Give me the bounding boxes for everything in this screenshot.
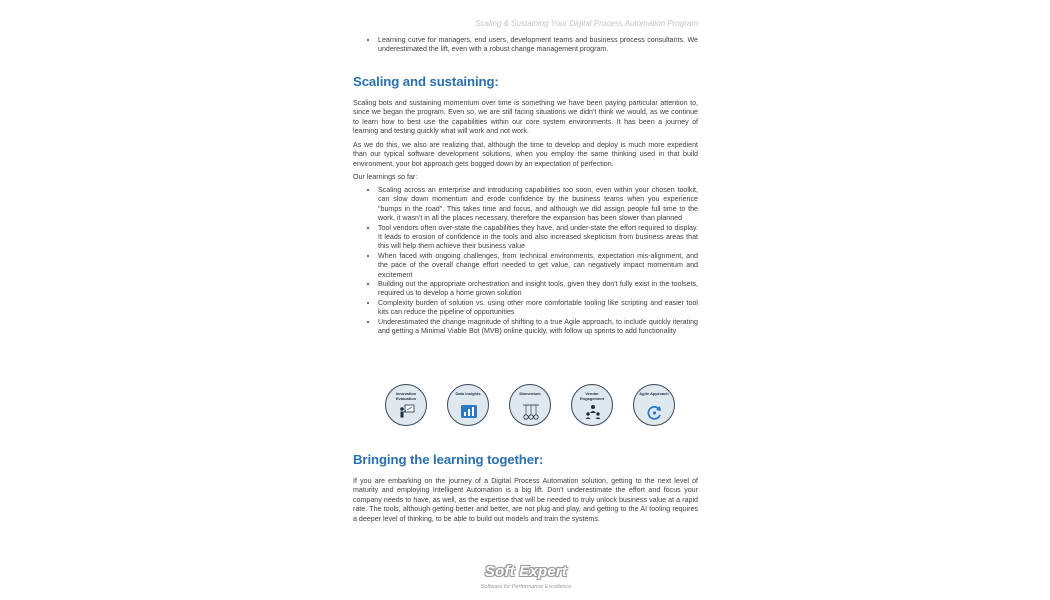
vendor-engagement-badge — [571, 384, 613, 426]
momentum-badge — [509, 384, 551, 426]
list-item: • Scaling across an enterprise and introducing capabilities too soon, even within your chosen toolkit, can slow down momentum and erode confidence by the business teams when you experience "bumps in the road". This takes time and focus, and although we did assign people full time to the work, it wasn't in all the places necessary, therefore the expansion has been slower than planned — [378, 186, 698, 224]
paragraph: As we do this, we also are realizing that, although the time to develop and deploy is much more expedient than our typical software development solutions, when you employ the same thinking used in that build environment, your bot approach gets bogged down by an expectation of perfection. — [353, 141, 698, 168]
document-page — [353, 0, 698, 600]
data-insights-badge — [447, 384, 489, 426]
list-item: • Learning curve for managers, end users, development teams and business process consultants. We underestimated the lift, even with a robust change management program. — [378, 36, 698, 55]
logo-wordmark: Soft Expert — [484, 563, 568, 580]
badge-label: Innovation Evaluation — [395, 391, 417, 401]
innovation-evaluation-badge — [385, 384, 427, 426]
icons-row — [385, 384, 675, 430]
paragraph: Scaling bots and sustaining momentum over time is something we have been paying particular attention to, since we began the program. Even so, we are still facing situations we didn't think we would, as we continue to learn how to best use the capabilities within our core system environments. It has been a journey of learning and testing quickly what will work and not work. — [353, 99, 698, 136]
list-item: • When faced with ongoing challenges, from technical environments, expectation mis-alignment, and the pace of the overall change effort needed to get value, can negatively impact momentum and excitement — [378, 252, 698, 280]
presenter-icon — [397, 403, 417, 423]
list-item: • Underestimated the change magnitude of shifting to a true Agile approach, to include quickly iterating and getting a Minimal Viable Bot (MVB) online quickly, with follow up sprints to add functionality — [378, 318, 698, 337]
section-heading-scaling: Scaling and sustaining: — [353, 74, 499, 89]
cycle-icon — [645, 403, 665, 423]
chart-icon — [459, 403, 479, 423]
people-icon — [583, 403, 603, 423]
learnings-list — [353, 186, 698, 337]
logo-tagline: Software for Performance Excellence — [480, 584, 572, 590]
newtons-cradle-icon — [521, 403, 541, 423]
intro-bullet-list — [353, 36, 698, 55]
learnings-intro: Our learnings so far: — [353, 173, 418, 181]
badge-label: Agile Approach — [639, 391, 669, 396]
agile-approach-badge — [633, 384, 675, 426]
badge-label: Vendor Engagement — [579, 391, 604, 401]
badge-label: Momentum — [519, 391, 541, 396]
paragraph: If you are embarking on the journey of a Digital Process Automation solution, getting to the next level of maturity and employing Intelligent Automation is a big lift. Don't underestimate the effort and focus your company needs to have, as well, as the expertise that will be needed to truly unlock business value at a rapid rate. The tools, although getting better and better, are not plug and play, and getting to the AI tooling requires a deeper level of thinking, to be able to build out models and train the systems. — [353, 477, 698, 523]
list-item: • Tool vendors often over-state the capabilities they have, and under-state the effort required to display. It leads to erosion of confidence in the tools and also increased skepticism from business areas that this will help them achieve their business value — [378, 224, 698, 252]
running-header: Scaling & Sustaining Your Digital Process Automation Program — [475, 19, 698, 28]
list-item: • Complexity burden of solution vs. using other more comfortable tooling like scripting and easier tool kits can reduce the pipeline of opportunities — [378, 299, 698, 318]
list-item: • Building out the appropriate orchestration and insight tools, given they don't fully exist in the toolsets, required us to develop a home grown solution — [378, 280, 698, 299]
section-heading-bringing-together: Bringing the learning together: — [353, 452, 544, 467]
badge-label: Data Insights — [455, 391, 481, 396]
softexpert-logo — [471, 563, 581, 595]
